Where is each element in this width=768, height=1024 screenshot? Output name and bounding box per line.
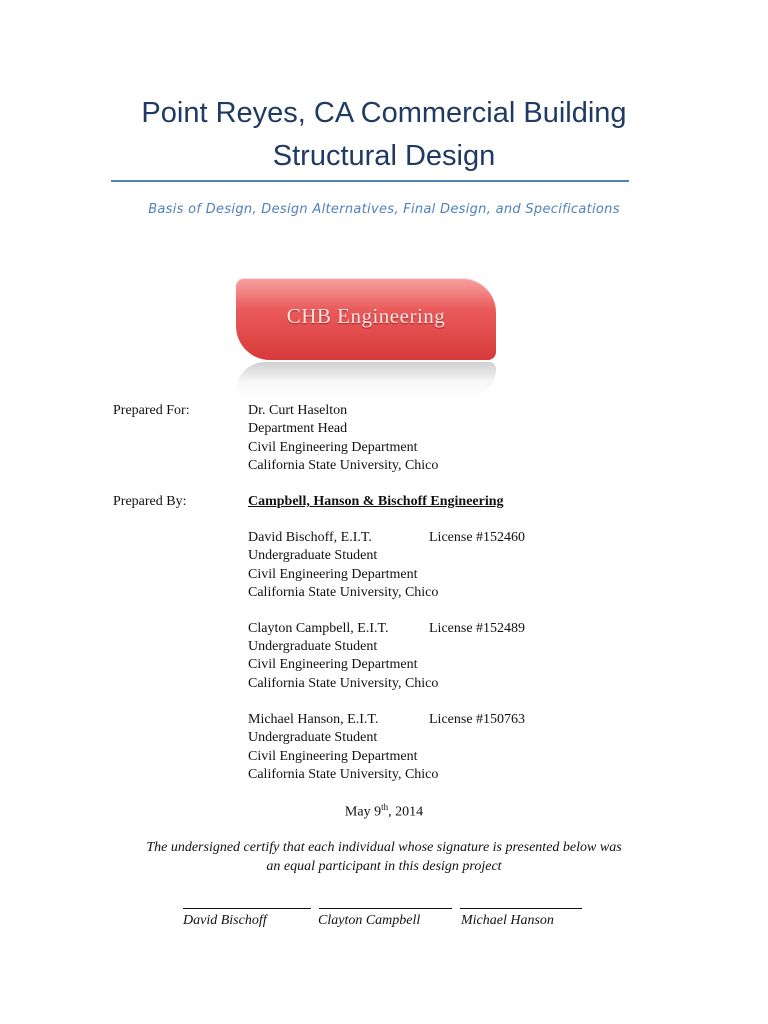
member-school: California State University, Chico <box>248 767 439 782</box>
document-title <box>0 92 768 178</box>
logo-badge <box>236 278 496 360</box>
member-school: California State University, Chico <box>248 676 439 691</box>
document-subtitle: Basis of Design, Design Alternatives, Final Design, and Specifications <box>148 202 620 217</box>
title-line-1: Point Reyes, CA Commercial Building <box>141 97 627 129</box>
document-date <box>0 802 768 821</box>
prepared-for-label: Prepared For: <box>113 403 190 418</box>
prepared-for-line: Dr. Curt Haselton <box>248 403 348 418</box>
company-logo <box>236 278 498 400</box>
prepared-for-line: Department Head <box>248 421 348 436</box>
date-month-day: May 9 <box>344 804 382 820</box>
signature-name: David Bischoff <box>183 913 267 928</box>
logo-text: CHB Engineering <box>286 304 446 328</box>
prepared-for-line: Civil Engineering Department <box>248 440 418 455</box>
signature-line <box>319 908 452 909</box>
logo-reflection <box>236 362 496 398</box>
member-dept: Civil Engineering Department <box>248 657 418 672</box>
member-name: David Bischoff, E.I.T. <box>248 530 372 545</box>
certification-line-2: an equal participant in this design project <box>266 859 502 874</box>
certification-statement <box>100 838 668 876</box>
member-license: License #152460 <box>429 530 526 545</box>
prepared-by-label: Prepared By: <box>113 494 187 509</box>
member-dept: Civil Engineering Department <box>248 567 418 582</box>
member-role: Undergraduate Student <box>248 730 378 745</box>
member-license: License #150763 <box>429 712 526 727</box>
company-name: Campbell, Hanson & Bischoff Engineering <box>248 494 504 509</box>
member-role: Undergraduate Student <box>248 548 378 563</box>
signature-name: Michael Hanson <box>461 913 554 928</box>
member-name: Michael Hanson, E.I.T. <box>248 712 379 727</box>
certification-line-1: The undersigned certify that each individual whose signature is presented below was <box>146 840 622 855</box>
member-role: Undergraduate Student <box>248 639 378 654</box>
member-dept: Civil Engineering Department <box>248 749 418 764</box>
title-line-2: Structural Design <box>272 140 496 172</box>
signature-line <box>460 908 582 909</box>
member-license: License #152489 <box>429 621 526 636</box>
member-name: Clayton Campbell, E.I.T. <box>248 621 389 636</box>
title-divider <box>111 180 629 182</box>
date-suffix: th <box>381 802 389 812</box>
signature-name: Clayton Campbell <box>318 913 421 928</box>
date-year: , 2014 <box>388 804 424 820</box>
signature-line <box>183 908 311 909</box>
member-school: California State University, Chico <box>248 585 439 600</box>
prepared-for-line: California State University, Chico <box>248 458 439 473</box>
